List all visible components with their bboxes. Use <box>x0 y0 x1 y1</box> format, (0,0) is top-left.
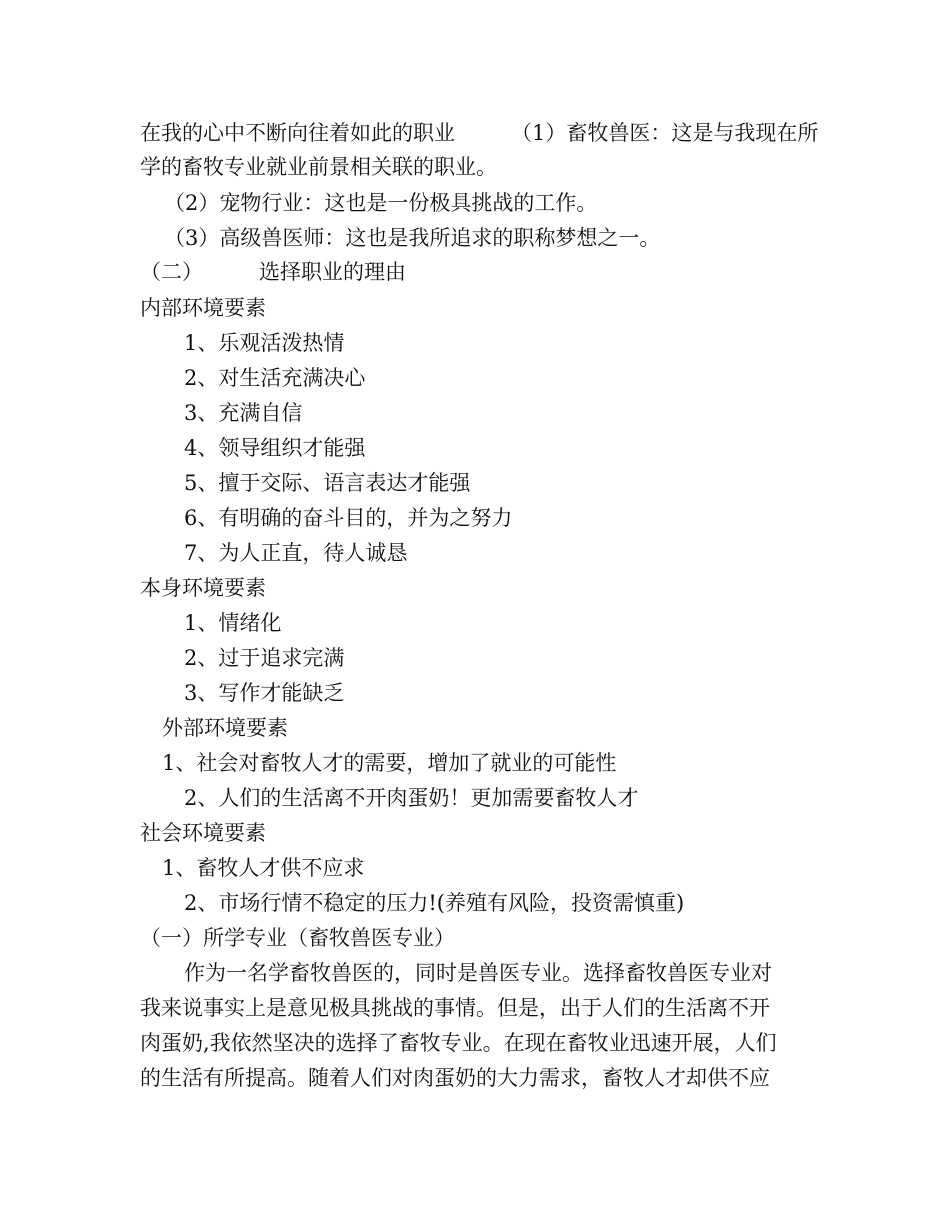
paragraph-line: 我来说事实上是意见极具挑战的事情。但是，出于人们的生活离不开 <box>140 996 770 1020</box>
paragraph-line-2: 学的畜牧专业就业前景相关联的职业。 <box>140 155 497 179</box>
paragraph-line: 肉蛋奶,我依然坚决的选择了畜牧专业。在现在畜牧业迅速开展，人们 <box>140 1031 777 1055</box>
list-item: 1、畜牧人才供不应求 <box>162 856 365 880</box>
list-item: 5、擅于交际、语言表达才能强 <box>184 471 471 495</box>
list-item: 1、乐观活泼热情 <box>184 331 345 355</box>
list-item: 2、对生活充满决心 <box>184 366 366 390</box>
list-item-senior-vet: （3）高级兽医师：这也是我所追求的职称梦想之一。 <box>164 226 661 250</box>
list-item: 3、充满自信 <box>184 401 303 425</box>
list-item: 3、写作才能缺乏 <box>184 681 345 705</box>
section-title: 选择职业的理由 <box>259 260 406 284</box>
paragraph-line: 的生活有所提高。随着人们对肉蛋奶的大力需求，畜牧人才却供不应 <box>140 1066 770 1090</box>
list-item: 7、为人正直，待人诚恳 <box>184 541 408 565</box>
list-item: 1、社会对畜牧人才的需要，增加了就业的可能性 <box>162 751 617 775</box>
subheading-internal: 内部环境要素 <box>140 296 266 320</box>
subheading-external: 外部环境要素 <box>162 716 288 740</box>
list-item: 2、市场行情不稳定的压力!(养殖有风险，投资需慎重) <box>184 891 685 915</box>
paragraph-line: 作为一名学畜牧兽医的，同时是兽医专业。选择畜牧兽医专业对 <box>184 961 772 985</box>
list-item: 2、过于追求完满 <box>184 646 345 670</box>
list-item: 6、有明确的奋斗目的，并为之努力 <box>184 506 513 530</box>
section-heading-reasons <box>140 257 820 287</box>
text-segment: 在我的心中不断向往着如此的职业 <box>140 121 455 145</box>
list-item: 1、情绪化 <box>184 611 282 635</box>
list-item-pet-industry: （2）宠物行业：这也是一份极具挑战的工作。 <box>164 191 598 215</box>
subheading-self: 本身环境要素 <box>140 576 266 600</box>
list-item: 2、人们的生活离不开肉蛋奶！更加需要畜牧人才 <box>184 786 639 810</box>
text-segment: （1）畜牧兽医：这是与我现在所 <box>511 121 819 145</box>
subheading-social: 社会环境要素 <box>140 821 266 845</box>
paragraph-line-1 <box>140 118 820 148</box>
list-item: 4、领导组织才能强 <box>184 436 366 460</box>
section-heading-major: （一）所学专业（畜牧兽医专业） <box>140 926 455 950</box>
section-number: （二） <box>140 260 203 284</box>
